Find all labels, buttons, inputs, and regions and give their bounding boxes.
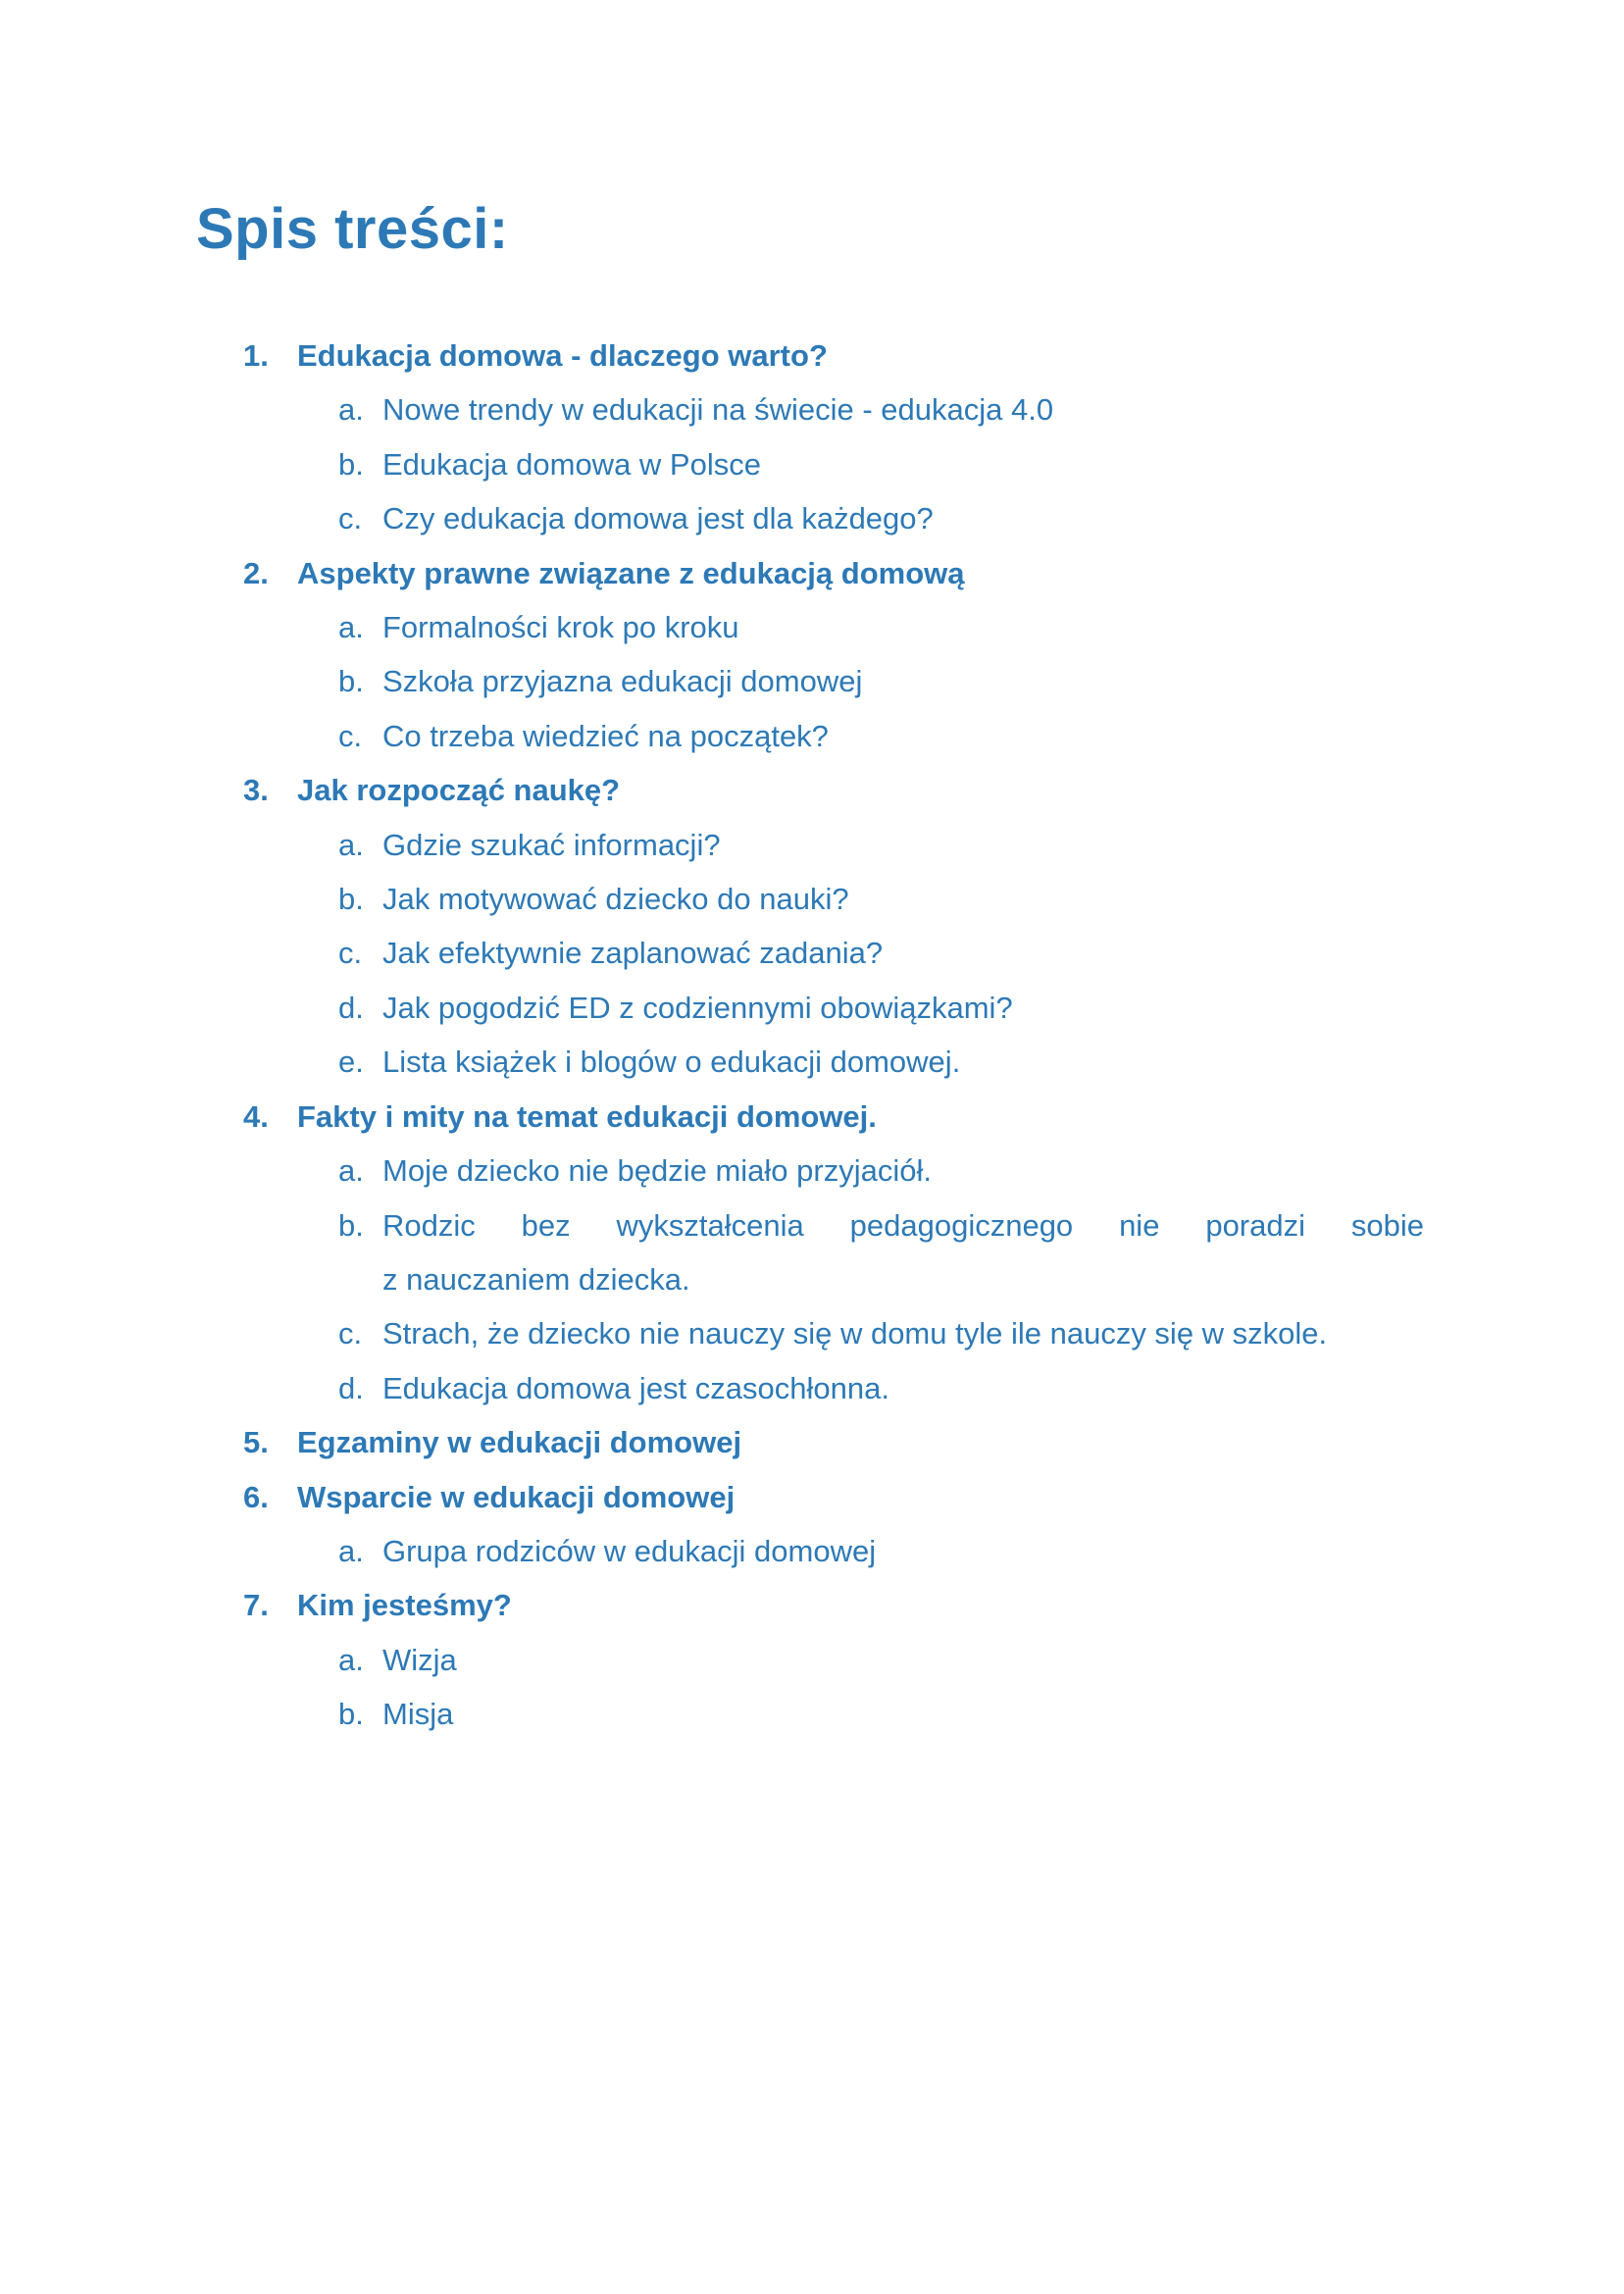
toc-subitem-label: Formalności krok po kroku (382, 610, 739, 645)
toc-subitem-letter: c. (338, 718, 363, 753)
toc-subitem (0, 818, 1624, 872)
toc-subitem-label: Edukacja domowa jest czasochłonna. (382, 1370, 889, 1405)
toc-subitem-letter: b. (338, 664, 364, 699)
toc-subitem-label: Co trzeba wiedzieć na początek? (382, 718, 829, 753)
toc-subitem-label: Nowe trendy w edukacji na świecie - edukacja 4.0 (382, 392, 1054, 428)
toc-item (0, 763, 1624, 817)
toc-item-number: 2. (243, 555, 269, 590)
toc-subitem (0, 491, 1624, 545)
toc-item (0, 1415, 1624, 1469)
toc-subitem-letter: a. (338, 610, 364, 645)
toc-subitem-letter: c. (338, 1316, 363, 1351)
toc-subitem-label: Strach, że dziecko nie nauczy się w domu tyle ile nauczy się w szkole. (382, 1316, 1328, 1351)
toc-subitem-letter: b. (338, 446, 364, 482)
toc-subitem-label: Jak pogodzić ED z codziennymi obowiązkami? (382, 990, 1013, 1025)
toc-item-number: 7. (243, 1588, 269, 1623)
toc-subitem-label: Misja (382, 1697, 454, 1732)
table-of-contents (0, 329, 1624, 1742)
toc-subitem-label: Szkoła przyjazna edukacji domowej (382, 664, 863, 699)
toc-subitem (0, 382, 1624, 436)
toc-item (0, 1470, 1624, 1524)
toc-subitem-label: Wizja (382, 1642, 457, 1677)
toc-subitem (0, 600, 1624, 654)
toc-subitem-label: Grupa rodziców w edukacji domowej (382, 1533, 877, 1568)
toc-subitem (0, 1687, 1624, 1741)
toc-subitem (0, 872, 1624, 926)
toc-subitem-letter: a. (338, 1153, 364, 1189)
toc-item-label: Fakty i mity na temat edukacji domowej. (297, 1098, 877, 1134)
toc-subitem (0, 1198, 1624, 1307)
toc-item-number: 4. (243, 1098, 269, 1134)
page-title: Spis treści: (196, 197, 509, 261)
toc-item-label: Edukacja domowa - dlaczego warto? (297, 338, 828, 373)
toc-subitem (0, 1524, 1624, 1578)
toc-item (0, 1578, 1624, 1632)
toc-subitem (0, 981, 1624, 1035)
toc-item-number: 5. (243, 1425, 269, 1460)
toc-subitem-letter: a. (338, 1642, 364, 1677)
toc-item (0, 546, 1624, 600)
toc-subitem-letter: a. (338, 392, 364, 428)
toc-subitem (0, 709, 1624, 763)
toc-item-number: 3. (243, 773, 269, 808)
toc-subitem-letter: b. (338, 1697, 364, 1732)
toc-subitem-line: Rodzic bez wykształcenia pedagogicznego nie poradzi sobie (382, 1207, 1424, 1243)
toc-subitem-label: Jak efektywnie zaplanować zadania? (382, 936, 884, 971)
toc-subitem-letter: d. (338, 990, 364, 1025)
toc-item (0, 1090, 1624, 1144)
toc-subitem (0, 437, 1624, 491)
toc-subitem-letter: a. (338, 827, 364, 862)
toc-subitem-letter: b. (338, 882, 364, 917)
toc-subitem-letter: c. (338, 501, 363, 536)
toc-subitem (0, 1035, 1624, 1089)
toc-subitem (0, 926, 1624, 980)
toc-item (0, 329, 1624, 382)
toc-subitem-letter: c. (338, 936, 363, 971)
toc-subitem-line: z nauczaniem dziecka. (382, 1261, 690, 1297)
toc-subitem-label: Moje dziecko nie będzie miało przyjaciół. (382, 1153, 932, 1189)
toc-item-label: Egzaminy w edukacji domowej (297, 1425, 742, 1460)
toc-subitem (0, 1361, 1624, 1415)
toc-subitem-letter: d. (338, 1370, 364, 1405)
toc-subitem (0, 1306, 1624, 1360)
toc-subitem (0, 654, 1624, 708)
toc-subitem-letter: b. (338, 1207, 364, 1243)
toc-subitem-letter: a. (338, 1533, 364, 1568)
toc-subitem-label: Czy edukacja domowa jest dla każdego? (382, 501, 934, 536)
toc-item-number: 6. (243, 1479, 269, 1514)
toc-subitem-label (382, 1198, 1424, 1307)
toc-subitem-label: Lista książek i blogów o edukacji domowej. (382, 1045, 961, 1080)
toc-item-label: Kim jesteśmy? (297, 1588, 512, 1623)
toc-item-label: Wsparcie w edukacji domowej (297, 1479, 736, 1514)
toc-subitem-label: Jak motywować dziecko do nauki? (382, 882, 849, 917)
toc-subitem-letter: e. (338, 1045, 364, 1080)
toc-subitem (0, 1144, 1624, 1198)
toc-subitem (0, 1633, 1624, 1687)
toc-item-number: 1. (243, 338, 269, 373)
toc-item-label: Jak rozpocząć naukę? (297, 773, 621, 808)
toc-subitem-label: Edukacja domowa w Polsce (382, 446, 761, 482)
toc-item-label: Aspekty prawne związane z edukacją domową (297, 555, 965, 590)
toc-subitem-label: Gdzie szukać informacji? (382, 827, 721, 862)
